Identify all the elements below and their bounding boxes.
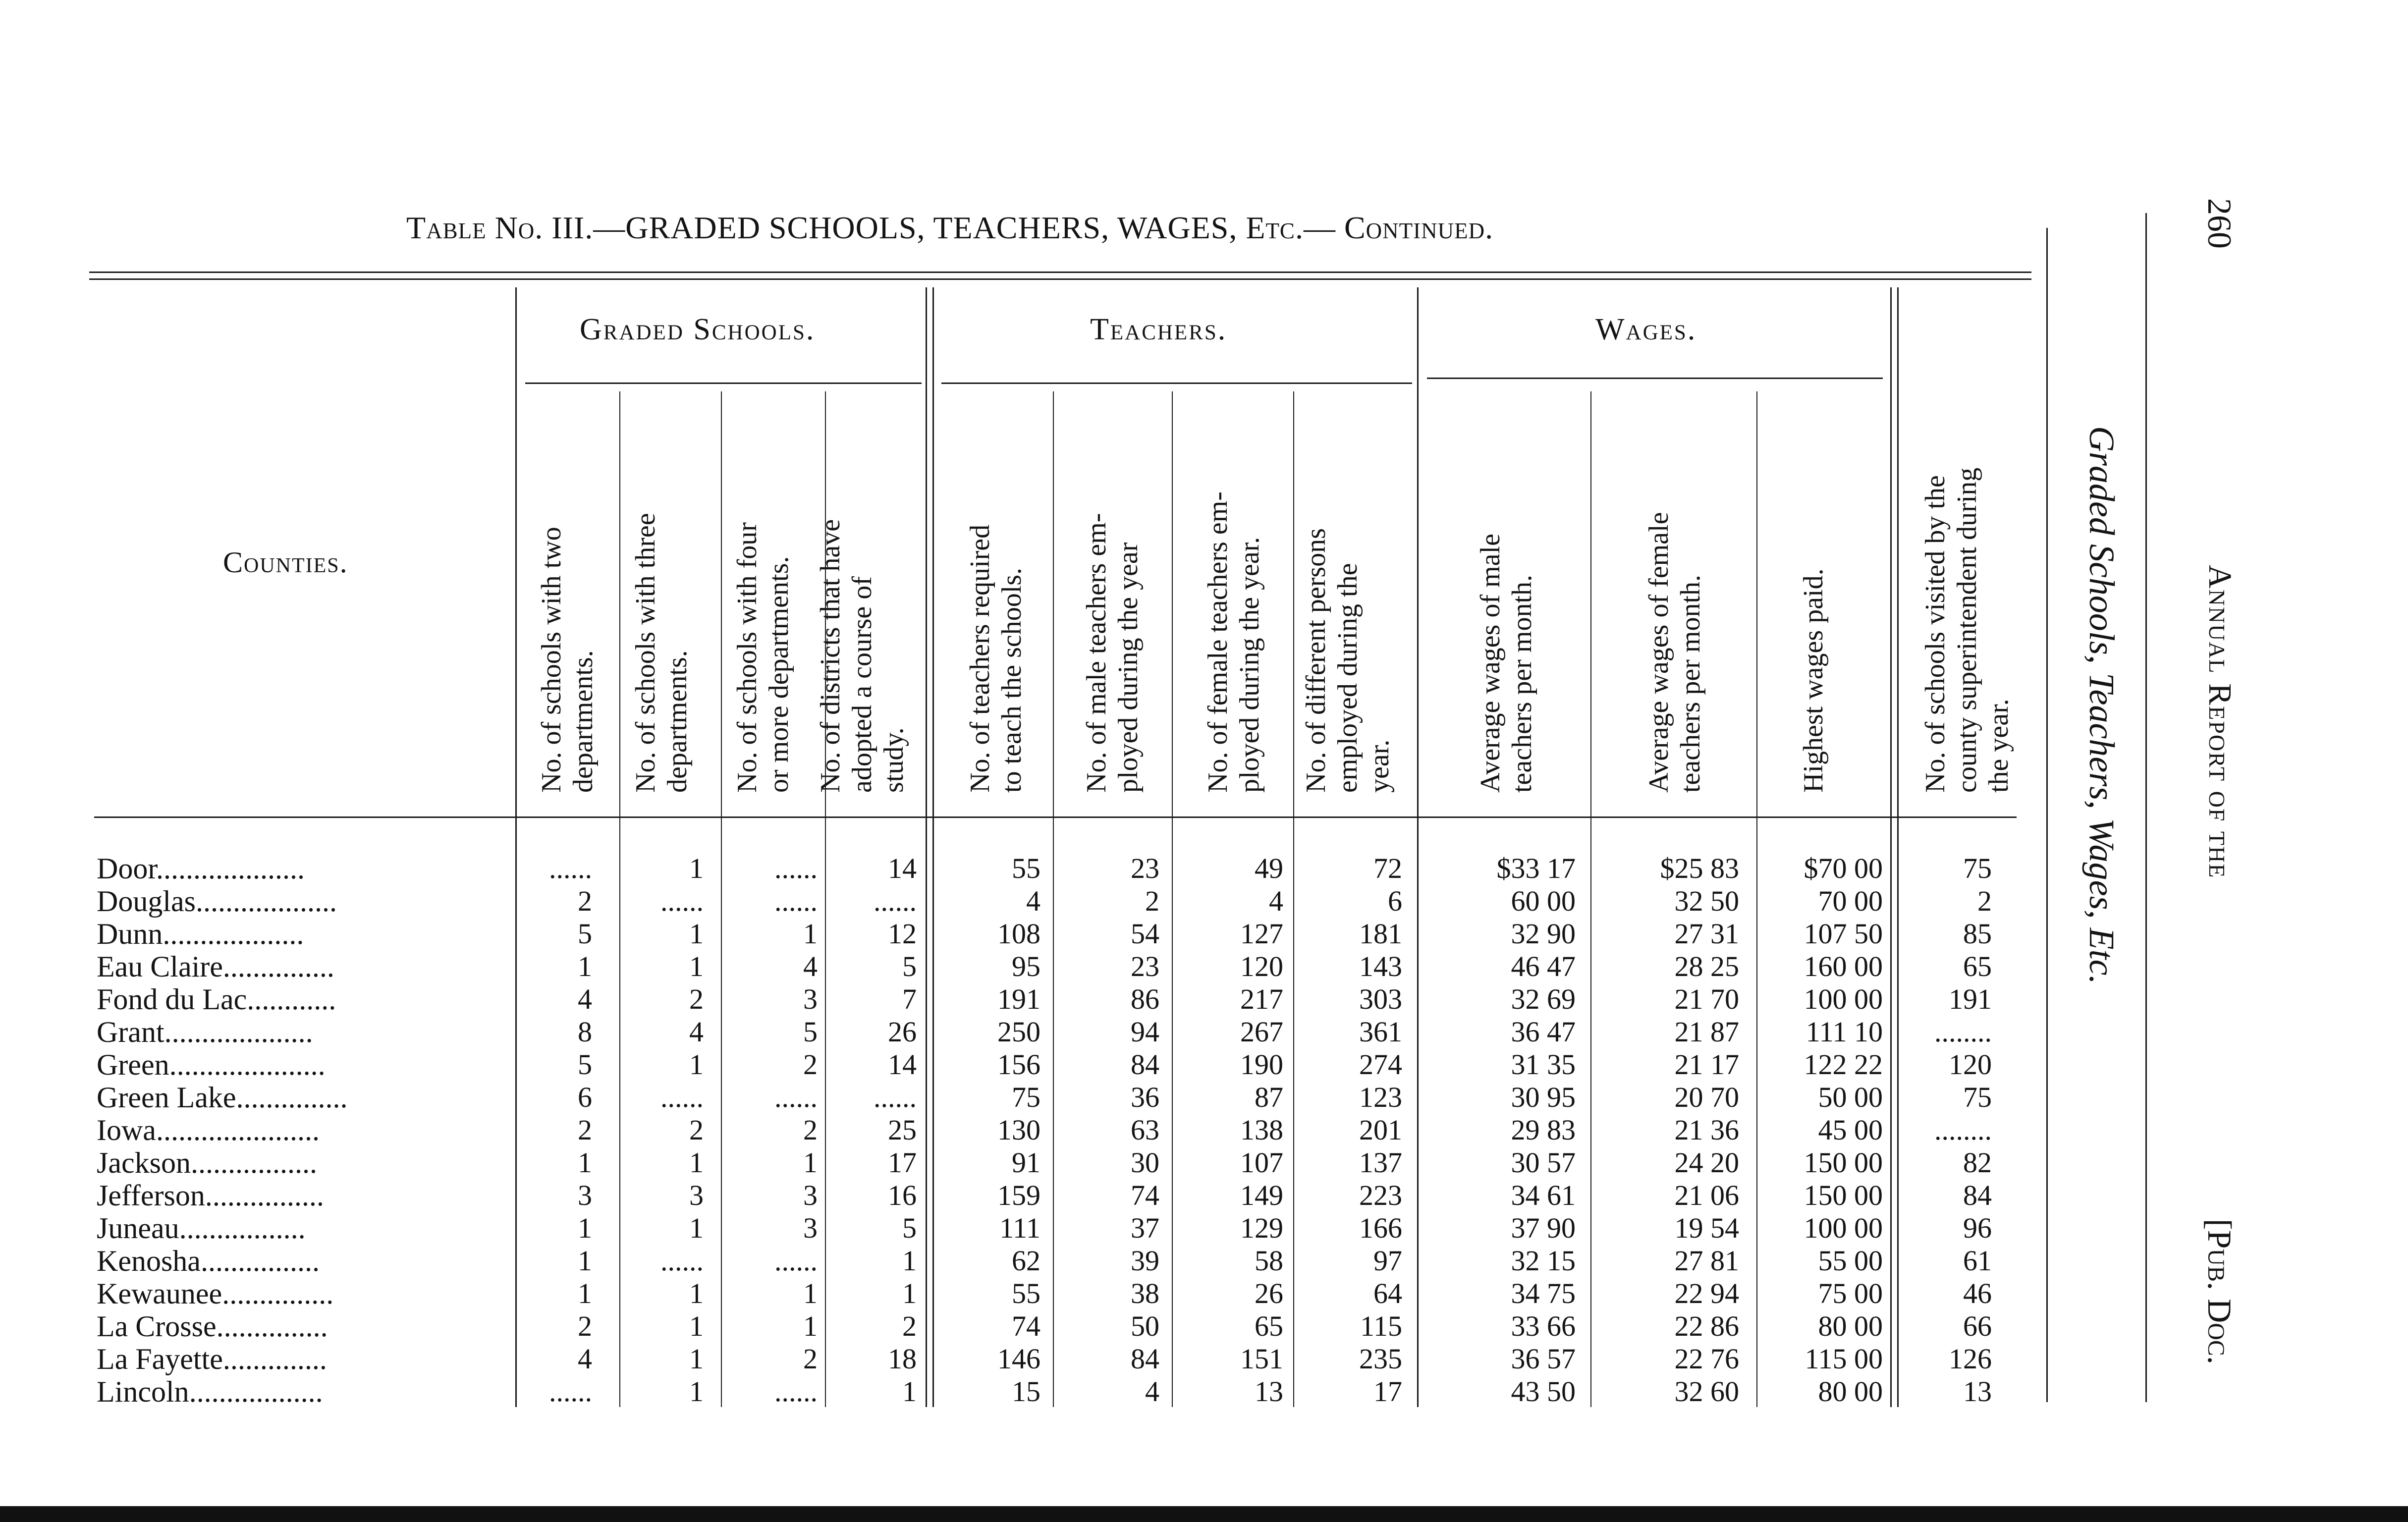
table-cell: 126 <box>1949 1343 1992 1375</box>
table-cell: 250 <box>997 1016 1040 1048</box>
table-cell: 38 <box>1131 1277 1159 1309</box>
table-cell: 21 17 <box>1674 1048 1739 1081</box>
table-cell: $70 00 <box>1804 852 1883 884</box>
table-cell: 159 <box>997 1179 1040 1211</box>
county-leader-dots: ................. <box>190 1146 317 1179</box>
column-header-line: No. of teachers required <box>965 524 995 793</box>
column-header-line: to teach the schools. <box>996 567 1027 793</box>
table-cell: ...... <box>549 1375 592 1408</box>
table-cell: 14 <box>888 1048 917 1081</box>
table-cell: 150 00 <box>1804 1179 1883 1211</box>
table-cell: 115 <box>1360 1310 1402 1342</box>
table-cell: 21 06 <box>1674 1179 1739 1211</box>
table-cell: 17 <box>888 1146 917 1179</box>
table-cell: 55 00 <box>1818 1245 1883 1277</box>
table-cell: 65 <box>1255 1310 1283 1342</box>
column-header-line: Average wages of male <box>1475 534 1506 793</box>
table-cell: 87 <box>1255 1081 1283 1113</box>
table-cell: 361 <box>1359 1016 1402 1048</box>
column-header-line: departments. <box>662 650 693 793</box>
table-title-suffix: Etc.— Continued. <box>1246 210 1494 245</box>
table-cell: 25 <box>888 1114 917 1146</box>
column-header <box>815 396 910 793</box>
table-cell: 6 <box>1388 885 1402 917</box>
table-cell: 75 <box>1963 1081 1992 1113</box>
table-cell: 74 <box>1131 1179 1159 1211</box>
county-leader-dots: ..................... <box>169 1048 326 1081</box>
column-header <box>964 396 1028 793</box>
table-cell: 43 50 <box>1511 1375 1576 1408</box>
table-cell: 20 70 <box>1674 1081 1739 1113</box>
table-cell: 1 <box>578 950 592 982</box>
table-cell: ...... <box>660 885 704 917</box>
table-cell: 160 00 <box>1804 950 1883 982</box>
counties-header: Counties. <box>223 546 348 579</box>
table-cell: 17 <box>1373 1375 1402 1408</box>
teachers-underline <box>941 382 1412 384</box>
column-header-line: departments. <box>568 650 599 793</box>
table-cell: 107 50 <box>1804 918 1883 950</box>
table-cell: 32 15 <box>1511 1245 1576 1277</box>
county-leader-dots: ................... <box>195 885 337 918</box>
table-cell: 111 10 <box>1806 1016 1883 1048</box>
table-cell: 130 <box>997 1114 1040 1146</box>
table-cell: 21 70 <box>1674 983 1739 1015</box>
table-cell: 1 <box>689 1310 704 1342</box>
table-cell: $25 83 <box>1660 852 1739 884</box>
column-header-line: or more departments. <box>764 556 794 793</box>
table-cell: 191 <box>1949 983 1992 1015</box>
table-cell: 2 <box>578 1310 592 1342</box>
table-cell: 1 <box>902 1245 917 1277</box>
table-cell: 36 57 <box>1511 1343 1576 1375</box>
table-cell: 46 47 <box>1511 950 1576 982</box>
table-cell: 5 <box>902 950 917 982</box>
table-cell: 223 <box>1359 1179 1402 1211</box>
table-cell: 19 54 <box>1674 1212 1739 1244</box>
wages-header: Wages. <box>1595 313 1697 346</box>
table-cell: 1 <box>578 1212 592 1244</box>
table-cell: 86 <box>1131 983 1159 1015</box>
table-cell: 3 <box>803 1179 818 1211</box>
table-cell: 2 <box>803 1114 818 1146</box>
table-cell: 49 <box>1255 852 1283 884</box>
table-cell: 84 <box>1131 1343 1159 1375</box>
table-cell: 1 <box>689 950 704 982</box>
table-cell: 4 <box>578 1343 592 1375</box>
column-header-line: No. of schools with two <box>536 527 567 793</box>
column-header <box>1919 396 2015 793</box>
column-header <box>1643 396 1706 793</box>
column-header <box>1081 396 1144 793</box>
county-leader-dots: ............... <box>222 1277 334 1310</box>
county-leader-dots: ................. <box>179 1212 306 1245</box>
table-cell: ...... <box>774 852 818 884</box>
table-cell: 39 <box>1131 1245 1159 1277</box>
table-cell: 111 <box>999 1212 1040 1244</box>
column-header <box>731 396 795 793</box>
table-cell: 149 <box>1240 1179 1283 1211</box>
column-header-line: ployed during the year. <box>1234 537 1265 793</box>
table-cell: 37 <box>1131 1212 1159 1244</box>
column-header-line: teachers per month. <box>1675 574 1706 793</box>
table-cell: 3 <box>689 1179 704 1211</box>
table-cell: 120 <box>1949 1048 1992 1081</box>
table-cell: $33 17 <box>1496 852 1576 884</box>
table-cell: 181 <box>1359 918 1402 950</box>
table-cell: ...... <box>774 885 818 917</box>
table-cell: 80 00 <box>1818 1310 1883 1342</box>
running-head-doc: [Pub. Doc. <box>2201 1219 2239 1364</box>
table-cell: 2 <box>1145 885 1159 917</box>
county-leader-dots: ................ <box>200 1245 320 1277</box>
table-cell: 1 <box>803 1277 818 1309</box>
table-cell: 63 <box>1131 1114 1159 1146</box>
table-cell: 129 <box>1240 1212 1283 1244</box>
table-cell: 191 <box>997 983 1040 1015</box>
county-leader-dots: ............ <box>247 983 336 1016</box>
county-leader-dots: ............... <box>216 1310 328 1343</box>
table-cell: 100 00 <box>1804 983 1883 1015</box>
column-header-line: No. of male teachers em- <box>1081 513 1112 793</box>
table-cell: ........ <box>1934 1016 1992 1048</box>
county-label: Door <box>97 852 156 885</box>
county-label: Kewaunee <box>97 1277 222 1310</box>
top-rule-1 <box>89 272 2031 273</box>
table-cell: 84 <box>1131 1048 1159 1081</box>
column-header-line: Average wages of female <box>1643 512 1674 793</box>
table-cell: 46 <box>1963 1277 1992 1309</box>
table-cell: 32 90 <box>1511 918 1576 950</box>
county-label: Green <box>97 1048 169 1081</box>
table-cell: 1 <box>902 1277 917 1309</box>
county-label: Dunn <box>97 918 163 950</box>
county-leader-dots: ...................... <box>156 1114 320 1146</box>
table-cell: 75 <box>1963 852 1992 884</box>
table-cell: 61 <box>1963 1245 1992 1277</box>
table-cell: 15 <box>1012 1375 1040 1408</box>
section-heading: Graded Schools, Teachers, Wages, Etc. <box>2082 426 2122 984</box>
table-cell: 137 <box>1359 1146 1402 1179</box>
table-cell: 85 <box>1963 918 1992 950</box>
table-cell: 7 <box>902 983 917 1015</box>
table-cell: 267 <box>1240 1016 1283 1048</box>
table-cell: 1 <box>578 1277 592 1309</box>
table-cell: 32 69 <box>1511 983 1576 1015</box>
county-label: La Crosse <box>97 1310 217 1343</box>
table-cell: 84 <box>1963 1179 1992 1211</box>
table-cell: 4 <box>1269 885 1283 917</box>
table-cell: 156 <box>997 1048 1040 1081</box>
column-header <box>1300 396 1395 793</box>
county-label: Iowa <box>97 1114 156 1146</box>
top-rule-2 <box>89 278 2031 280</box>
table-cell: 12 <box>888 918 917 950</box>
table-cell: 23 <box>1131 852 1159 884</box>
table-cell: 1 <box>803 1310 818 1342</box>
table-cell: 27 31 <box>1674 918 1739 950</box>
column-header-line: Highest wages paid. <box>1798 568 1829 793</box>
table-cell: 5 <box>902 1212 917 1244</box>
table-cell: 30 95 <box>1511 1081 1576 1113</box>
county-label: Lincoln <box>97 1375 189 1408</box>
teachers-header: Teachers. <box>1090 313 1227 346</box>
table-cell: 4 <box>803 950 818 982</box>
table-cell: 21 36 <box>1674 1114 1739 1146</box>
column-header-line: No. of female teachers em- <box>1203 491 1233 793</box>
table-cell: 4 <box>1026 885 1040 917</box>
margin-rule-inner <box>2046 228 2048 1402</box>
county-label: Grant <box>97 1016 164 1048</box>
table-cell: ...... <box>874 885 917 917</box>
county-leader-dots: .................... <box>156 852 305 885</box>
table-cell: 4 <box>578 983 592 1015</box>
table-cell: 82 <box>1963 1146 1992 1179</box>
county-leader-dots: .............. <box>222 1343 327 1375</box>
county-label: Jefferson <box>97 1179 205 1212</box>
table-cell: 30 <box>1131 1146 1159 1179</box>
table-cell: 58 <box>1255 1245 1283 1277</box>
county-leader-dots: ................ <box>205 1179 324 1212</box>
table-cell: 120 <box>1240 950 1283 982</box>
table-cell: 31 35 <box>1511 1048 1576 1081</box>
table-cell: 16 <box>888 1179 917 1211</box>
table-cell: 115 00 <box>1805 1343 1883 1375</box>
table-cell: 1 <box>689 1048 704 1081</box>
table-cell: 26 <box>888 1016 917 1048</box>
column-header <box>1202 396 1265 793</box>
table-cell: 54 <box>1131 918 1159 950</box>
table-cell: 66 <box>1963 1310 1992 1342</box>
table-cell: 14 <box>888 852 917 884</box>
table-cell: 274 <box>1359 1048 1402 1081</box>
table-cell: 2 <box>689 983 704 1015</box>
table-cell: 64 <box>1373 1277 1402 1309</box>
county-label: Eau Claire <box>97 950 223 983</box>
table-cell: 2 <box>1977 885 1992 917</box>
table-cell: 50 00 <box>1818 1081 1883 1113</box>
table-cell: 6 <box>578 1081 592 1113</box>
table-title <box>406 208 1493 248</box>
table-cell: 34 61 <box>1511 1179 1576 1211</box>
table-cell: ........ <box>1934 1114 1992 1146</box>
table-cell: 50 <box>1131 1310 1159 1342</box>
table-cell: 95 <box>1012 950 1040 982</box>
county-leader-dots: ............... <box>236 1081 348 1114</box>
table-cell: 8 <box>578 1016 592 1048</box>
table-cell: 22 94 <box>1674 1277 1739 1309</box>
table-cell: 166 <box>1359 1212 1402 1244</box>
table-cell: 32 60 <box>1674 1375 1739 1408</box>
table-cell: 26 <box>1255 1277 1283 1309</box>
column-header-line: No. of schools with three <box>630 513 661 793</box>
table-cell: 34 75 <box>1511 1277 1576 1309</box>
table-cell: 32 50 <box>1674 885 1739 917</box>
table-cell: 27 81 <box>1674 1245 1739 1277</box>
table-cell: 235 <box>1359 1343 1402 1375</box>
column-header <box>1475 396 1538 793</box>
page-number: 260 <box>2201 198 2239 249</box>
table-cell: 303 <box>1359 983 1402 1015</box>
table-cell: 151 <box>1240 1343 1283 1375</box>
table-cell: 96 <box>1963 1212 1992 1244</box>
table-cell: 1 <box>689 1375 704 1408</box>
column-header-line: the year. <box>1983 699 2014 793</box>
table-cell: 55 <box>1012 852 1040 884</box>
table-cell: ...... <box>774 1081 818 1113</box>
county-label: Juneau <box>97 1212 179 1245</box>
county-label: Green Lake <box>97 1081 236 1114</box>
table-cell: 190 <box>1240 1048 1283 1081</box>
table-cell: 30 57 <box>1511 1146 1576 1179</box>
county-label: Jackson <box>97 1146 191 1179</box>
table-cell: 217 <box>1240 983 1283 1015</box>
table-cell: 80 00 <box>1818 1375 1883 1408</box>
table-cell: 72 <box>1373 852 1402 884</box>
column-header <box>630 396 693 793</box>
table-cell: 2 <box>578 885 592 917</box>
county-label: Fond du Lac <box>97 983 247 1016</box>
table-cell: 1 <box>902 1375 917 1408</box>
table-cell: 13 <box>1963 1375 1992 1408</box>
table-cell: 62 <box>1012 1245 1040 1277</box>
table-cell: 1 <box>689 1343 704 1375</box>
table-cell: 146 <box>997 1343 1040 1375</box>
table-cell: 22 86 <box>1674 1310 1739 1342</box>
table-cell: 201 <box>1359 1114 1402 1146</box>
table-cell: 5 <box>578 918 592 950</box>
county-leader-dots: .................. <box>189 1375 323 1408</box>
wages-underline <box>1427 378 1883 379</box>
table-cell: 1 <box>689 918 704 950</box>
table-cell: 1 <box>803 918 818 950</box>
table-cell: 107 <box>1240 1146 1283 1179</box>
table-cell: 2 <box>902 1310 917 1342</box>
county-label: La Fayette <box>97 1343 223 1375</box>
column-header-line: employed during the <box>1332 563 1363 793</box>
running-head-report: Annual Report of the <box>2202 565 2238 879</box>
table-cell: 65 <box>1963 950 1992 982</box>
column-header <box>1798 396 1829 793</box>
county-leader-dots: .................... <box>164 1016 313 1048</box>
table-cell: 143 <box>1359 950 1402 982</box>
county-leader-dots: ............... <box>222 950 334 983</box>
table-cell: 5 <box>803 1016 818 1048</box>
column-header-line: year. <box>1364 739 1395 793</box>
table-cell: ...... <box>774 1375 818 1408</box>
table-cell: 75 00 <box>1818 1277 1883 1309</box>
table-cell: 127 <box>1240 918 1283 950</box>
table-cell: 70 00 <box>1818 885 1883 917</box>
table-cell: 3 <box>803 1212 818 1244</box>
table-cell: 1 <box>689 1212 704 1244</box>
table-cell: 2 <box>689 1114 704 1146</box>
table-cell: 29 83 <box>1511 1114 1576 1146</box>
table-cell: 36 <box>1131 1081 1159 1113</box>
table-cell: 108 <box>997 918 1040 950</box>
table-title-main: GRADED SCHOOLS, TEACHERS, WAGES, <box>625 210 1246 245</box>
table-cell: ...... <box>774 1245 818 1277</box>
column-header-line: study. <box>878 727 909 793</box>
table-cell: 94 <box>1131 1016 1159 1048</box>
table-cell: 2 <box>578 1114 592 1146</box>
table-cell: 1 <box>578 1245 592 1277</box>
table-cell: 23 <box>1131 950 1159 982</box>
table-cell: 91 <box>1012 1146 1040 1179</box>
table-cell: 97 <box>1373 1245 1402 1277</box>
bottom-black-band <box>0 1506 2408 1522</box>
column-separator <box>1417 287 1419 1407</box>
table-cell: 1 <box>803 1146 818 1179</box>
table-cell: 5 <box>578 1048 592 1081</box>
table-cell: 55 <box>1012 1277 1040 1309</box>
table-cell: 74 <box>1012 1310 1040 1342</box>
table-cell: 22 76 <box>1674 1343 1739 1375</box>
county-label: Kenosha <box>97 1245 201 1277</box>
table-cell: 1 <box>689 852 704 884</box>
table-cell: 4 <box>1145 1375 1159 1408</box>
table-cell: 21 87 <box>1674 1016 1739 1048</box>
table-cell: 3 <box>578 1179 592 1211</box>
table-cell: 1 <box>689 1277 704 1309</box>
table-cell: 122 22 <box>1804 1048 1883 1081</box>
column-header <box>536 396 599 793</box>
table-cell: 2 <box>803 1343 818 1375</box>
table-cell: 24 20 <box>1674 1146 1739 1179</box>
table-cell: 13 <box>1255 1375 1283 1408</box>
table-title-prefix: Table No. III.— <box>406 210 626 245</box>
column-header-line: No. of schools with four <box>732 522 763 793</box>
table-cell: 100 00 <box>1804 1212 1883 1244</box>
column-header-line: No. of schools visited by the <box>1920 475 1951 793</box>
header-bottom-rule <box>94 816 2017 818</box>
table-cell: 28 25 <box>1674 950 1739 982</box>
column-header-line: teachers per month. <box>1507 574 1537 793</box>
column-header-line: adopted a course of <box>847 576 877 793</box>
table-cell: 123 <box>1359 1081 1402 1113</box>
table-cell: 4 <box>689 1016 704 1048</box>
table-cell: 138 <box>1240 1114 1283 1146</box>
table-cell: 45 00 <box>1818 1114 1883 1146</box>
graded-schools-header: Graded Schools. <box>580 313 816 346</box>
table-cell: 1 <box>578 1146 592 1179</box>
table-cell: 2 <box>803 1048 818 1081</box>
table-cell: 33 66 <box>1511 1310 1576 1342</box>
table-cell: 18 <box>888 1343 917 1375</box>
table-cell: 3 <box>803 983 818 1015</box>
table-cell: 36 47 <box>1511 1016 1576 1048</box>
county-label: Douglas <box>97 885 196 918</box>
county-leader-dots: ................... <box>163 918 304 950</box>
column-header-line: No. of different persons <box>1301 528 1331 793</box>
table-cell: 1 <box>689 1146 704 1179</box>
margin-rule-outer <box>2145 213 2147 1402</box>
table-cell: ...... <box>660 1245 704 1277</box>
table-cell: 37 90 <box>1511 1212 1576 1244</box>
column-header-line: county superintendent during <box>1952 467 1982 793</box>
graded-schools-underline <box>525 382 922 384</box>
column-header-line: No. of districts that have <box>815 519 846 793</box>
table-cell: ...... <box>549 852 592 884</box>
table-cell: 60 00 <box>1511 885 1576 917</box>
table-cell: ...... <box>874 1081 917 1113</box>
table-cell: ...... <box>660 1081 704 1113</box>
column-header-line: ployed during the year <box>1113 542 1144 793</box>
table-cell: 150 00 <box>1804 1146 1883 1179</box>
table-cell: 75 <box>1012 1081 1040 1113</box>
